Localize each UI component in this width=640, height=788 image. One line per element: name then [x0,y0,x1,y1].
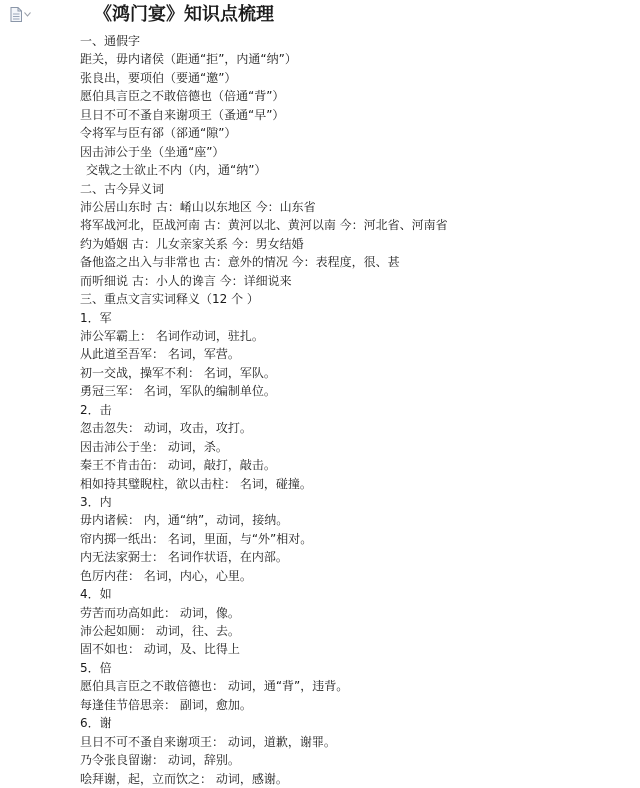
text-line: 旦日不可不蚤自来谢项王： 动词，道歉，谢罪。 [80,734,336,749]
text-line: 哙拜谢，起，立而饮之： 动词，感谢。 [80,771,288,786]
text-line: 5．倍 [80,660,112,675]
text-line: 旦日不可不蚤自来谢项王（蚤通“早”） [80,107,285,122]
document-title: 《鸿门宴》知识点梳理 [94,4,274,25]
text-line: 乃令张良留谢： 动词，辞别。 [80,753,240,768]
section-heading: 三、重点文言实词释义（12 个 ） [80,292,259,307]
chevron-down-icon[interactable] [24,12,31,17]
text-line: 秦王不肯击缶： 动词，敲打，敲击。 [80,458,276,473]
text-line: 毋内诸候： 内，通“纳”，动词，接纳。 [80,513,289,528]
text-line: 1．军 [80,310,112,325]
text-line: 6．谢 [80,716,112,731]
text-line: 而听细说 古：小人的谗言 今：详细说来 [80,273,292,288]
text-line: 距关，毋内诸侯（距通“拒”，内通“纳”） [80,52,297,67]
text-line: 忽击忽失： 动词，攻击，攻打。 [80,421,252,436]
text-line: 交戟之士欲止不内（内，通“纳”） [86,163,267,178]
text-line: 沛公军霸上： 名词作动词，驻扎。 [80,329,264,343]
text-line: 2．击 [80,402,112,417]
text-line: 相如持其璧睨柱，欲以击柱： 名词，碰撞。 [80,476,312,491]
text-line: 勇冠三军： 名词，军队的编制单位。 [80,384,276,399]
document-icon [10,7,22,22]
text-line: 沛公起如厕： 动词，往、去。 [80,624,240,638]
section-heading: 二、古今异义词 [80,181,165,196]
text-line: 张良出，要项伯（要通“邀”） [80,70,237,85]
text-line: 沛公居山东时 古：崤山以东地区 今：山东省 [80,199,316,214]
text-line: 令将军与臣有郤（郤通“隙”） [80,126,237,141]
text-line: 备他盗之出入与非常也 古：意外的情况 今：表程度，很、甚 [80,255,400,270]
text-line: 因击沛公于坐（坐通“座”） [80,144,225,159]
text-line: 愿伯具言臣之不敢倍德也（倍通“背”） [80,89,285,104]
text-line: 约为婚姻 古：儿女亲家关系 今：男女结婚 [80,236,304,251]
text-line: 帘内掷一纸出： 名词，里面，与“外”相对。 [80,531,313,546]
text-line: 将军战河北，臣战河南 古：黄河以北、黄河以南 今：河北省、河南省 [80,218,448,233]
text-line: 从此道至吾军： 名词，军营。 [80,347,240,362]
text-line: 色厉内荏： 名词，内心，心里。 [80,568,252,583]
text-line: 初一交战，操军不利： 名词，军队。 [80,365,276,380]
text-line: 每逢佳节倍思亲： 副词，愈加。 [80,697,252,712]
document-body [80,32,630,788]
document-menu[interactable] [10,6,36,22]
text-line: 固不如也： 动词，及、比得上 [80,642,240,657]
text-line: 4．如 [80,587,112,602]
text-line: 劳苦而功高如此： 动词，像。 [80,605,240,620]
text-line: 3．内 [80,494,112,509]
section-heading: 一、通假字 [80,34,141,48]
text-line: 因击沛公于坐： 动词，杀。 [80,439,228,454]
text-line: 愿伯具言臣之不敢倍德也： 动词，通“背”，违背。 [80,679,349,694]
text-line: 内无法家弼士： 名词作状语，在内部。 [80,550,288,565]
